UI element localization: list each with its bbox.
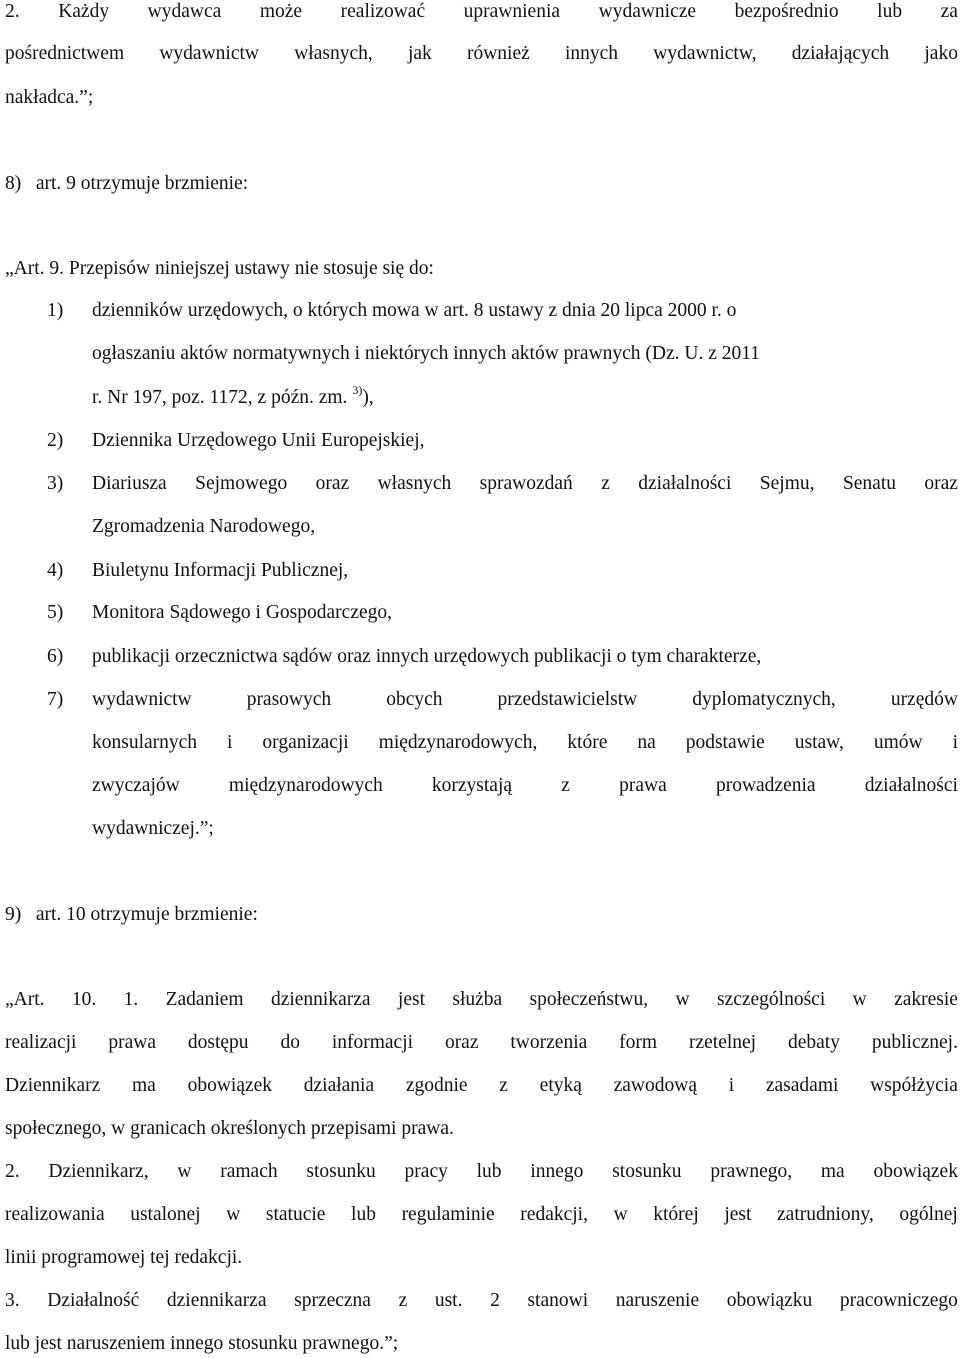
word: naruszenie [615, 1290, 700, 1311]
word: prawa [108, 1032, 156, 1053]
word: jest [724, 1204, 752, 1225]
word: przedstawicielstw [497, 689, 638, 710]
art9-item4-text: Biuletynu Informacji Publicznej, [92, 560, 349, 581]
art9-item7-line4: wydawniczej.”; [92, 818, 214, 839]
word: „Art. [5, 989, 45, 1010]
word: redakcji, [520, 1204, 588, 1225]
word: wydawnicze [598, 1, 697, 22]
art10-p1-line4: społecznego, w granicach określonych przepisami prawa. [5, 1118, 454, 1139]
art9-item1-line1: dzienników urzędowych, o których mowa w art. 8 ustawy z dnia 20 lipca 2000 r. o [92, 300, 737, 321]
word: w [675, 989, 690, 1010]
word: podstawie [685, 732, 765, 753]
word: 1. [123, 989, 139, 1010]
word: której [653, 1204, 699, 1225]
word: międzynarodowych, [378, 732, 538, 753]
word: prawnego, [710, 1161, 793, 1182]
word: wydawca [147, 1, 222, 22]
word: własnych, [294, 43, 373, 64]
word: obowiązek [187, 1075, 273, 1096]
word: rzetelnej [688, 1032, 757, 1053]
word: Dziennikarz, [48, 1161, 149, 1182]
item8-heading: 8) art. 9 otrzymuje brzmienie: [5, 173, 249, 194]
art10-p1-line3 [5, 1074, 958, 1098]
word: 2. [5, 1161, 20, 1182]
word: Senatu [842, 473, 896, 494]
word: prasowych [246, 689, 332, 710]
word: z [601, 473, 610, 494]
word: wydawnictw [92, 689, 192, 710]
art10-p2-line2 [5, 1203, 958, 1227]
word: w [613, 1204, 628, 1225]
word: informacji [331, 1032, 414, 1053]
word: zatrudniony, [777, 1204, 874, 1225]
word: realizować [340, 1, 426, 22]
word: Każdy [58, 1, 110, 22]
word: ogólnej [899, 1204, 958, 1225]
word: Sejmowego [195, 473, 288, 494]
word: tworzenia [510, 1032, 588, 1053]
word: dziennikarza [166, 1290, 267, 1311]
word: i [227, 732, 233, 753]
word: również [466, 43, 530, 64]
word: Diariusza [92, 473, 167, 494]
word: i [728, 1075, 735, 1096]
word: stanowi [527, 1290, 589, 1311]
word: debaty [787, 1032, 840, 1053]
art10-p2-line1 [5, 1160, 958, 1184]
word: ma [132, 1075, 156, 1096]
word: lub [877, 1, 903, 22]
word: etyką [539, 1075, 582, 1096]
word: Sejmu, [759, 473, 815, 494]
art9-item5-text: Monitora Sądowego i Gospodarczego, [92, 602, 393, 623]
word: służba [452, 989, 503, 1010]
art9-item6-number: 6) [47, 646, 64, 667]
para2-line3: nakładca.”; [5, 87, 94, 108]
art9-item3-line2: Zgromadzenia Narodowego, [92, 516, 316, 537]
word: 2 [490, 1290, 500, 1311]
art9-item1-number: 1) [47, 300, 64, 321]
word: realizowania [5, 1204, 105, 1225]
word: stosunku [306, 1161, 376, 1182]
word: dyplomatycznych, [692, 689, 836, 710]
word: działających [791, 43, 890, 64]
art9-item7-number: 7) [47, 689, 64, 710]
word: ustalonej [130, 1204, 201, 1225]
para2-line2 [5, 42, 958, 66]
word: konsularnych [92, 732, 198, 753]
word: na [637, 732, 656, 753]
art10-p3-line2: lub jest naruszeniem innego stosunku prawnego.”; [5, 1333, 399, 1354]
word: innych [564, 43, 619, 64]
art9-item4-number: 4) [47, 560, 64, 581]
word: pracy [404, 1161, 448, 1182]
word: Dziennikarz [5, 1075, 101, 1096]
word: zgodnie [405, 1075, 468, 1096]
word: współżycia [870, 1075, 958, 1096]
word: 10. [71, 989, 97, 1010]
word: zakresie [894, 989, 958, 1010]
word: z [398, 1290, 408, 1311]
word: stosunku [612, 1161, 682, 1182]
word: wydawnictw [159, 43, 259, 64]
word: prawa [619, 775, 667, 796]
word: dziennikarza [270, 989, 371, 1010]
word: pośrednictwem [5, 43, 125, 64]
word: bezpośrednio [734, 1, 839, 22]
word: 3. [5, 1290, 20, 1311]
art9-heading: „Art. 9. Przepisów niniejszej ustawy nie stosuje się do: [5, 258, 434, 279]
word: 2. [5, 1, 20, 22]
word: w [226, 1204, 241, 1225]
word: oraz [924, 473, 958, 494]
word: Zadaniem [165, 989, 244, 1010]
word: zawodową [613, 1075, 698, 1096]
word: sprawozdań [479, 473, 573, 494]
word: prowadzenia [715, 775, 816, 796]
art9-item6-text: publikacji orzecznictwa sądów oraz innych urzędowych publikacji o tym charakterze, [92, 646, 762, 667]
word: działania [303, 1075, 375, 1096]
word: uprawnienia [463, 1, 561, 22]
word: międzynarodowych [228, 775, 383, 796]
item9-heading: 9) art. 10 otrzymuje brzmienie: [5, 904, 258, 925]
word: korzystają [431, 775, 513, 796]
word: działalności [638, 473, 732, 494]
art10-p1-line1 [5, 988, 958, 1012]
word: jak [407, 43, 432, 64]
word: statucie [265, 1204, 326, 1225]
art9-item1-closing: ), [362, 387, 374, 408]
word: wydawnictw, [653, 43, 757, 64]
word: do [280, 1032, 300, 1053]
word: obowiązku [726, 1290, 813, 1311]
para2-line1 [5, 0, 958, 24]
word: jest [397, 989, 425, 1010]
word: ma [820, 1161, 845, 1182]
word: publicznej. [871, 1032, 958, 1053]
word: regulaminie [401, 1204, 495, 1225]
word: społeczeństwu, [529, 989, 649, 1010]
word: form [619, 1032, 658, 1053]
art9-item1-line2: ogłaszaniu aktów normatywnych i niektórych innych aktów prawnych (Dz. U. z 2011 [92, 343, 761, 364]
word: lub [351, 1204, 376, 1225]
word: pracowniczego [839, 1290, 958, 1311]
art9-item1-citation: r. Nr 197, poz. 1172, z późn. zm. [92, 387, 353, 408]
word: jako [924, 43, 958, 64]
art9-item7-line3 [92, 774, 958, 798]
word: w [852, 989, 867, 1010]
word: innego [530, 1161, 584, 1182]
word: obowiązek [873, 1161, 958, 1182]
art9-item5-number: 5) [47, 602, 64, 623]
art9-item2-number: 2) [47, 430, 64, 451]
footnote-marker: 3) [352, 383, 363, 397]
word: własnych [377, 473, 452, 494]
word: ust. [434, 1290, 463, 1311]
word: urzędów [890, 689, 958, 710]
word: lub [476, 1161, 502, 1182]
art9-item1-line3 [92, 383, 958, 410]
word: może [259, 1, 303, 22]
word: z [499, 1075, 508, 1096]
word: Działalność [47, 1290, 140, 1311]
word: w [177, 1161, 192, 1182]
art9-item7-line2 [92, 731, 958, 755]
word: realizacji [5, 1032, 77, 1053]
word: zasadami [765, 1075, 839, 1096]
art10-p3-line1 [5, 1289, 958, 1313]
word: które [567, 732, 608, 753]
art9-item3-number: 3) [47, 473, 64, 494]
art9-item3-line1 [92, 472, 958, 496]
word: organizacji [262, 732, 349, 753]
word: obcych [386, 689, 443, 710]
art10-p2-line3: linii programowej tej redakcji. [5, 1247, 243, 1268]
art9-item7-line1 [92, 688, 958, 712]
word: szczególności [716, 989, 826, 1010]
word: działalności [864, 775, 958, 796]
word: za [940, 1, 958, 22]
art9-item2-text: Dziennika Urzędowego Unii Europejskiej, [92, 430, 425, 451]
word: oraz [444, 1032, 479, 1053]
word: ustaw, [794, 732, 844, 753]
art10-p1-line2 [5, 1031, 958, 1055]
word: sprzeczna [294, 1290, 371, 1311]
word: umów [873, 732, 923, 753]
word: zwyczajów [92, 775, 180, 796]
word: oraz [315, 473, 350, 494]
word: z [561, 775, 570, 796]
word: ramach [220, 1161, 278, 1182]
word: i [952, 732, 958, 753]
word: dostępu [187, 1032, 249, 1053]
